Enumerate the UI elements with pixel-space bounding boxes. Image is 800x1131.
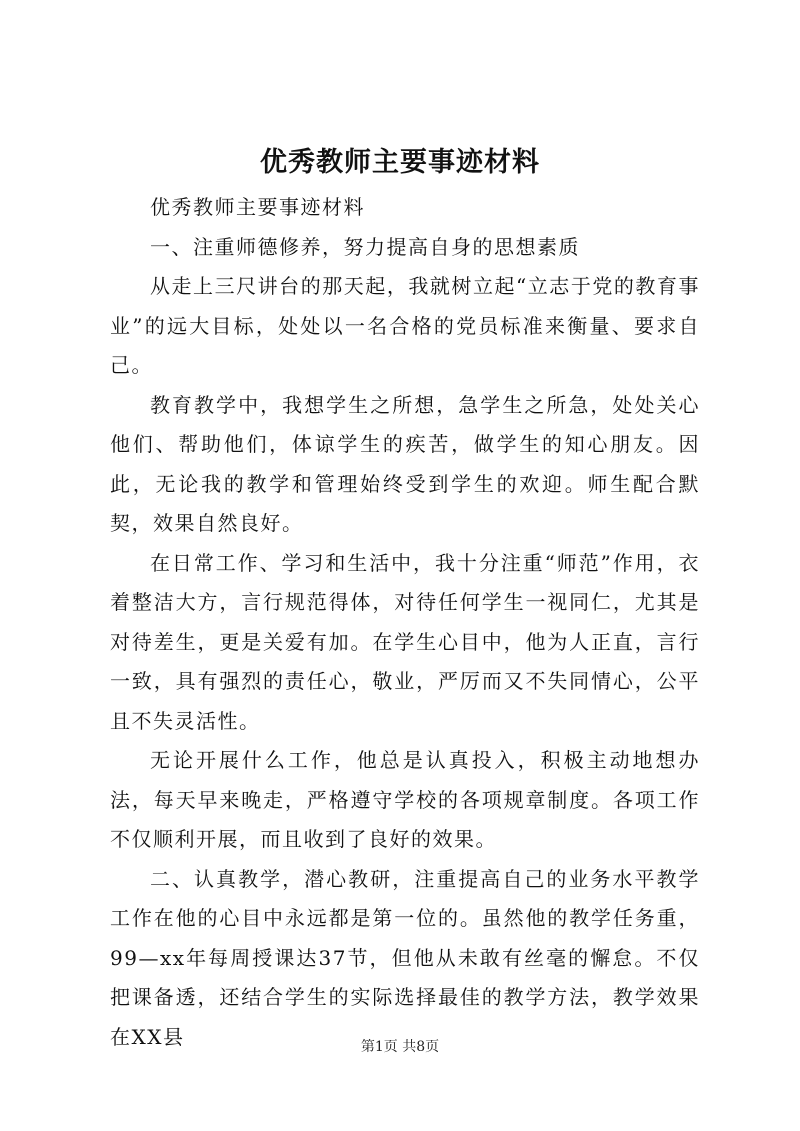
- paragraph-section-heading-1: 一、注重师德修养，努力提高自身的思想素质: [150, 234, 580, 259]
- paragraph-section-heading-2: 二、认真教学，潜心教研，注重提高自己的业务水平教学工作在他的心目中永远都是第一位的。虽然他的教学任务重，99—xx年每周授课达37节，但他从未敢有丝毫的懈怠。不仅把课备透，还结合学生的实际选择最佳的教学方法，教学效果在XX县: [110, 866, 700, 1049]
- paragraph: 教育教学中，我想学生之所想，急学生之所急，处处关心他们、帮助他们，体谅学生的疾苦，做学生的知心朋友。因此，无论我的教学和管理始终受到学生的欢迎。师生配合默契，效果自然良好。: [110, 392, 700, 535]
- page-number-footer: 第1页 共8页: [360, 1039, 440, 1055]
- paragraph-subtitle: 优秀教师主要事迹材料: [150, 195, 365, 219]
- document-body: [110, 188, 700, 1057]
- document-title: 优秀教师主要事迹材料: [260, 147, 540, 178]
- paragraph: 无论开展什么工作，他总是认真投入，积极主动地想办法，每天早来晚走，严格遵守学校的各项规章制度。各项工作不仅顺利开展，而且收到了良好的效果。: [110, 748, 700, 851]
- paragraph: 从走上三尺讲台的那天起，我就树立起“立志于党的教育事业”的远大目标，处处以一名合格的党员标准来衡量、要求自己。: [110, 274, 700, 377]
- paragraph: 在日常工作、学习和生活中，我十分注重“师范”作用，衣着整洁大方，言行规范得体，对待任何学生一视同仁，尤其是对待差生，更是关爱有加。在学生心目中，他为人正直，言行一致，具有强烈的责任心，敬业，严厉而又不失同情心，公平且不失灵活性。: [110, 550, 700, 733]
